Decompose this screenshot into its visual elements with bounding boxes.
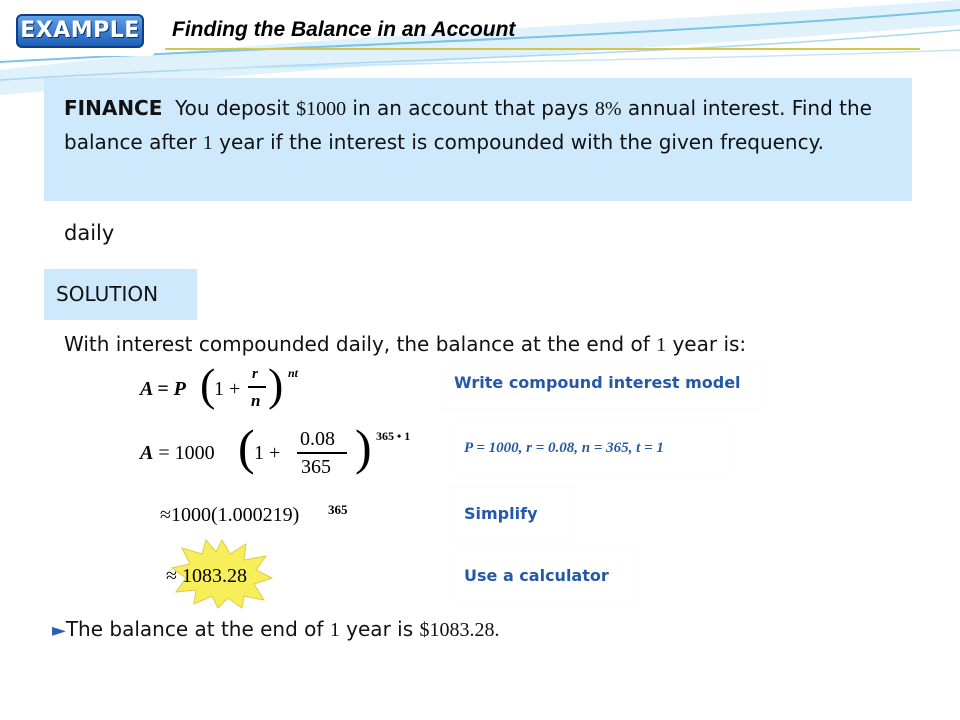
note-model [442,362,763,408]
note-calculator [450,546,636,606]
interest-rate: 8% [594,98,622,120]
note-substitution [452,423,730,475]
substitution-fraction-bar [297,452,347,454]
problem-text [64,92,884,160]
note-simplify-text: Simplify [464,504,538,523]
example-badge [8,8,154,56]
substitution-one-plus: 1 + [254,442,281,464]
conclusion [52,617,499,642]
problem-text-part: annual interest. Find the balance after [64,96,872,154]
solution-intro [64,332,746,357]
page-title: Finding the Balance in an Account [172,18,516,41]
problem-lead: FINANCE [64,96,163,120]
compounding-frequency: daily [64,221,115,245]
substitution-lhs: A = 1000 [140,442,215,464]
simplify-exponent: 365 [328,502,348,517]
problem-text-part: You deposit [175,96,297,120]
formula-open-paren: ( [200,359,216,410]
title-divider [165,48,920,50]
formula-denominator: n [251,391,261,410]
years-value: 1 [202,132,213,154]
substitution-denominator: 365 [301,456,331,478]
formula-one-plus: 1 + [214,378,241,400]
simplify-expression: ≈1000(1.000219) [160,504,300,526]
formula-close-paren: ) [268,359,284,410]
note-simplify [450,488,574,540]
intro-text-part: year is: [666,332,747,356]
substitution-exponent: 365 • 1 [376,429,411,443]
conclusion-period: . [494,619,500,641]
pointer-triangle-icon: ► [52,620,66,641]
solution-label-box [44,269,197,320]
problem-text-part: in an account that pays [346,96,595,120]
solution-label: SOLUTION [56,282,159,306]
intro-years: 1 [656,334,667,356]
note-calculator-text: Use a calculator [464,566,609,585]
formula-exponent: nt [288,366,299,380]
conclusion-amount: $1083.28 [419,619,495,641]
intro-text-part: With interest compounded daily, the balance at the end of [64,332,657,356]
result-value: ≈ 1083.28 [166,565,247,587]
note-model-text: Write compound interest model [454,373,741,392]
note-substitution-text: P = 1000, r = 0.08, n = 365, t = 1 [464,440,664,456]
conclusion-text-part: The balance at the end of [65,617,330,641]
problem-text-part: year if the interest is compounded with the given frequency. [212,130,824,154]
conclusion-years: 1 [329,619,340,641]
substitution-close-paren: ) [355,419,372,475]
problem-panel [44,78,912,201]
substitution-numerator: 0.08 [300,428,335,450]
conclusion-text-part: year is [339,617,420,641]
formula-fraction-bar [248,386,266,388]
example-badge-label: EXAMPLE [16,14,144,48]
deposit-amount: $1000 [296,98,347,120]
formula-lhs: A = P [140,378,186,400]
formula-numerator: r [252,366,258,382]
substitution-open-paren: ( [238,419,255,475]
